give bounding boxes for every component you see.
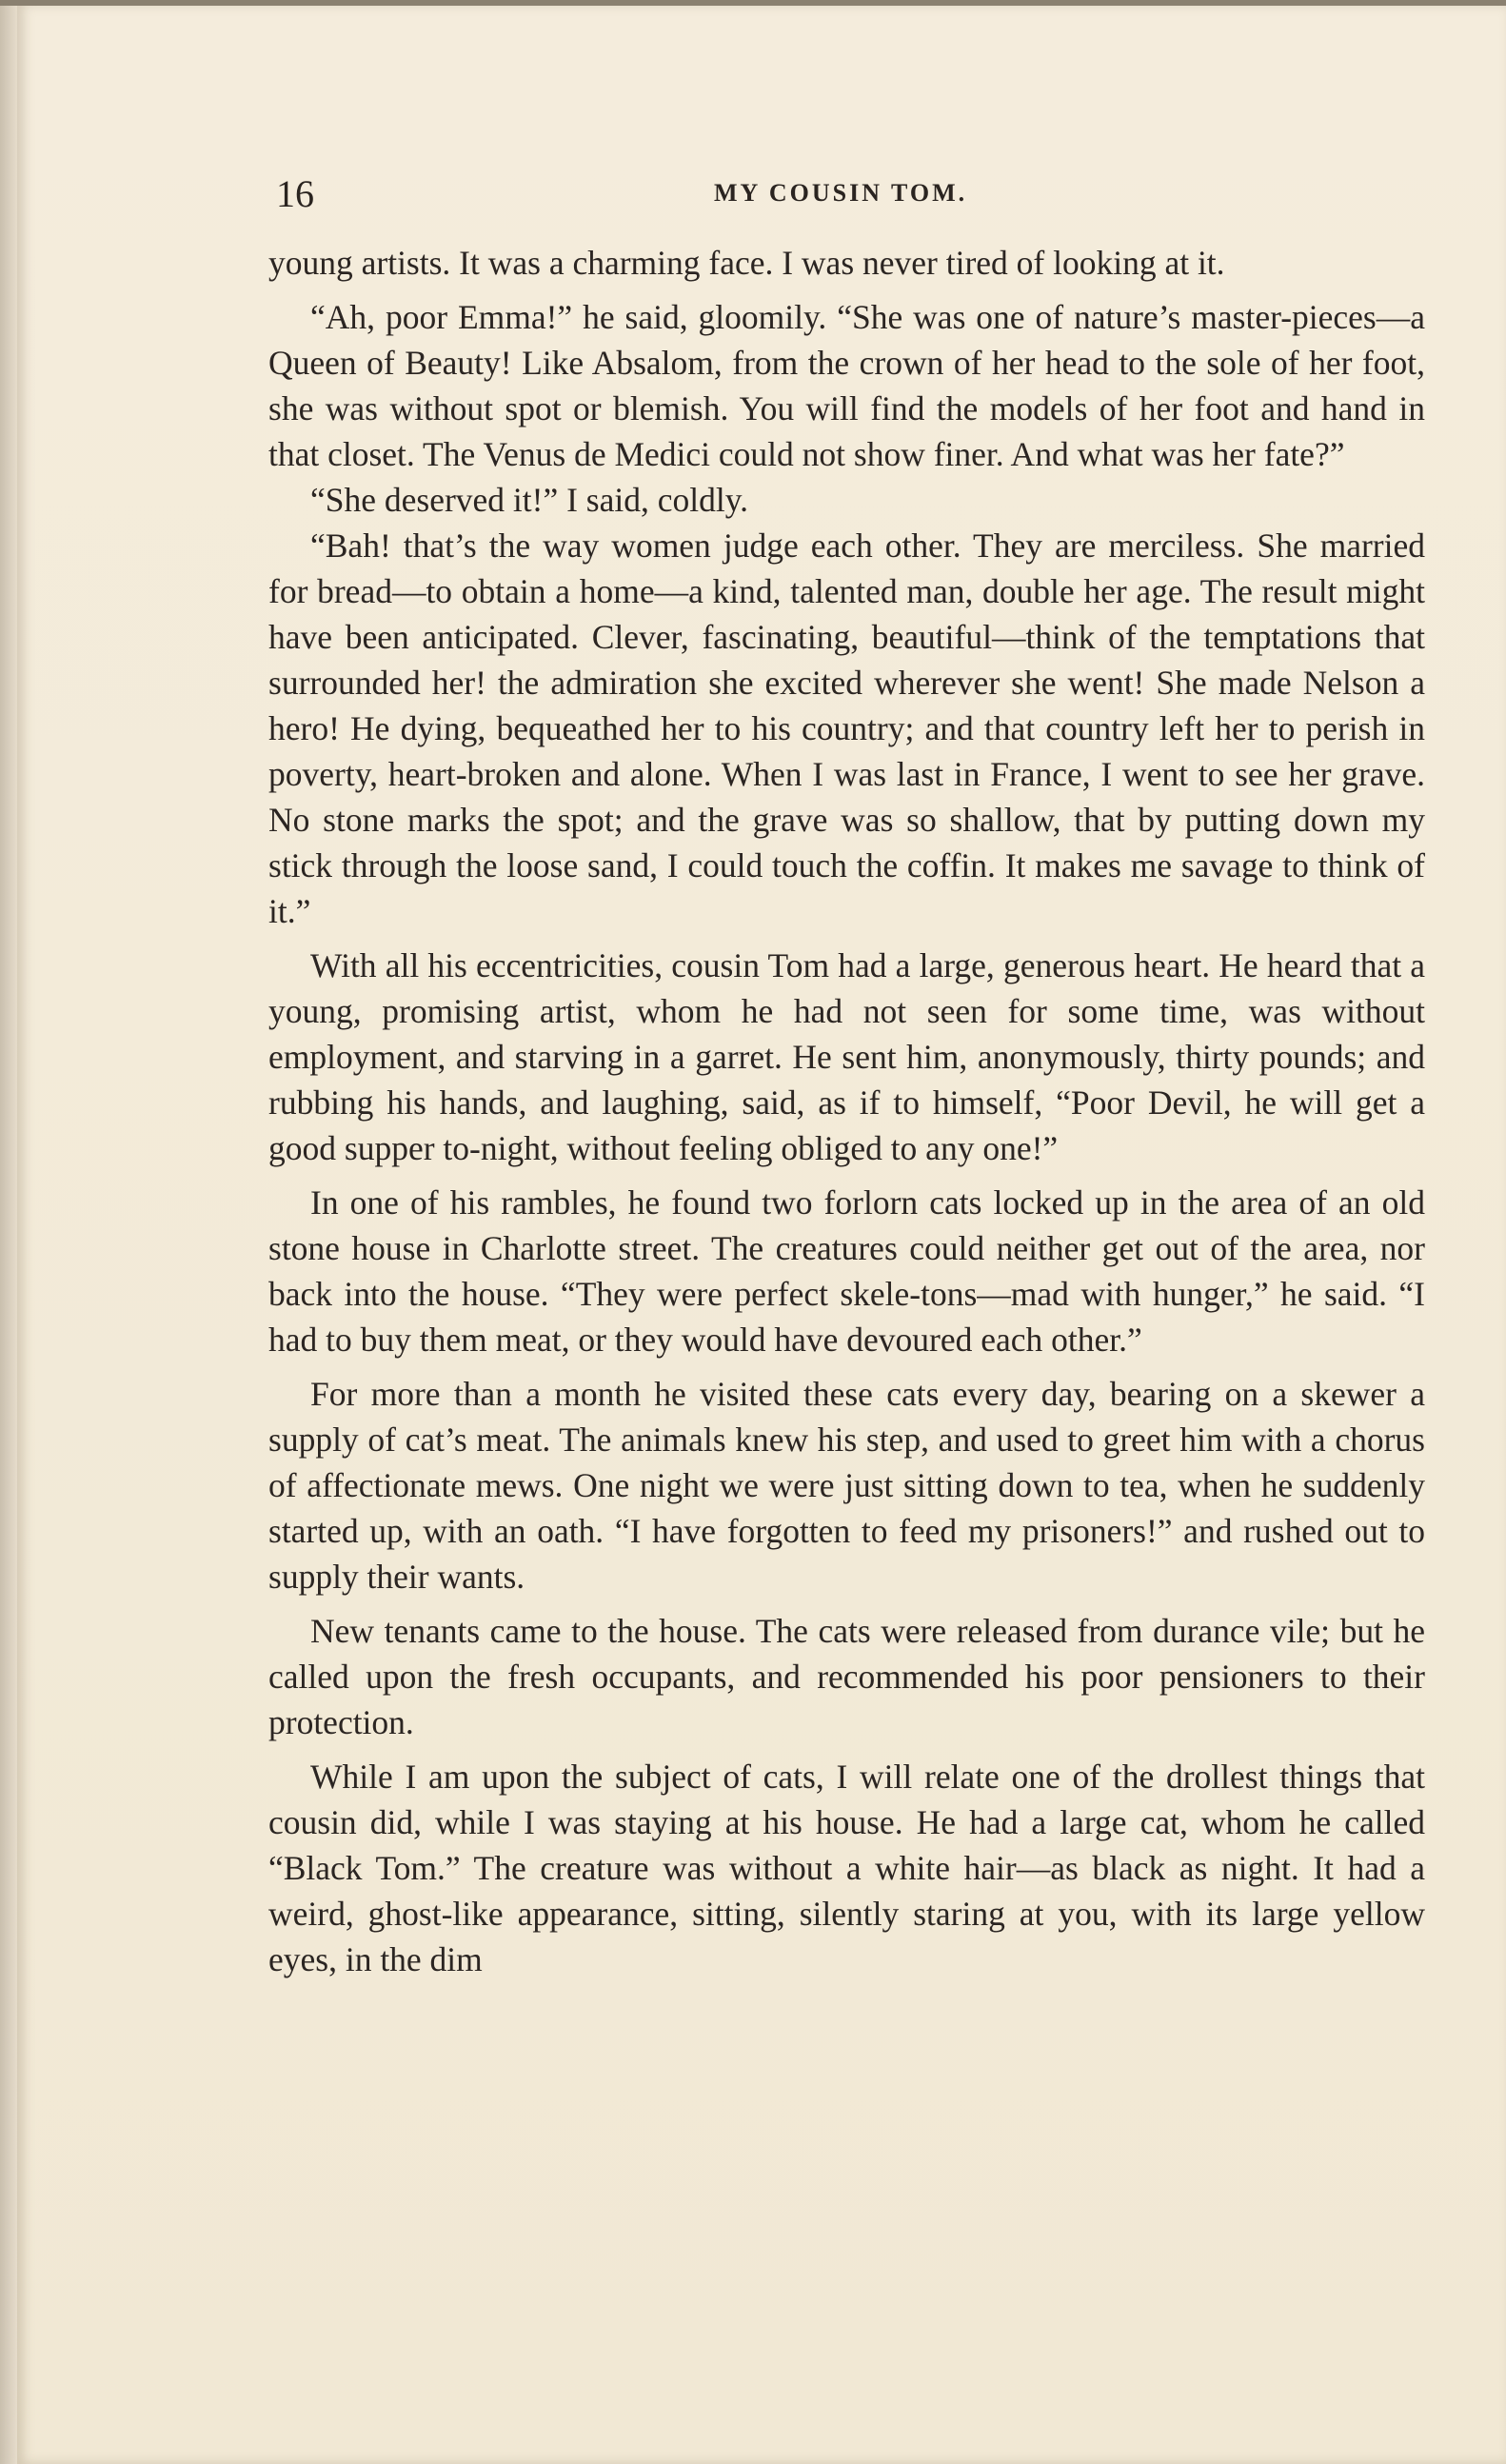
paragraph: While I am upon the subject of cats, I will relate one of the drollest things that cousin did, while I was staying at his house. He had a large cat, whom he called “Black Tom.” The creature was without a white hair—as black as night. It had a weird, ghost-like appearance, sitting, silently staring at you, with its large yellow eyes, in the dim (268, 1758, 1425, 1978)
paragraph: “Ah, poor Emma!” he said, gloomily. “She was one of nature’s master-pieces—a Queen of Beauty! Like Absalom, from the crown of her head to the sole of her foot, she was without spot or blemish. You will find the models of her foot and hand in that closet. The Venus de Medici could not show finer. And what was her fate?” (268, 298, 1425, 473)
paragraph: “She deserved it!” I said, coldly. (310, 481, 749, 519)
page-header (257, 171, 1437, 219)
paragraph: New tenants came to the house. The cats were released from durance vile; but he called upon the fresh occupants, and recommended his poor pensioners to their protection. (268, 1612, 1425, 1741)
paragraph: young artists. It was a charming face. I was never tired of looking at it. (268, 244, 1225, 282)
top-edge-rule (0, 0, 1506, 6)
paragraph: “Bah! that’s the way women judge each other. They are merciless. She married for bread—to obtain a home—a kind, talented man, double her age. The result might have been anticipated. Clever, fascinating, beautiful—think of the temptations that surrounded her! the admiration she excited wherever she went! She made Nelson a hero! He dying, bequeathed her to his country; and that country left her to perish in poverty, heart-broken and alone. When I was last in France, I went to see her grave. No stone marks the spot; and the grave was so shallow, that by putting down my stick through the loose sand, I could touch the coffin. It makes me savage to think of it.” (268, 527, 1425, 930)
paragraph: With all his eccentricities, cousin Tom had a large, generous heart. He heard that a young, promising artist, whom he had not seen for some time, was without employment, and starving in a garret. He sent him, anonymously, thirty pounds; and rubbing his hands, and laughing, said, as if to himself, “Poor Devil, he will get a good supper to-night, without feeling obliged to any one!” (268, 946, 1425, 1167)
page-gutter (0, 0, 17, 2464)
paragraph: In one of his rambles, he found two forlorn cats locked up in the area of an old stone house in Charlotte street. The creatures could neither get out of the area, nor back into the house. “They were perfect skele-tons—mad with hunger,” he said. “I had to buy them meat, or they would have devoured each other.” (268, 1183, 1425, 1359)
paragraph: For more than a month he visited these cats every day, bearing on a skewer a supply of cat’s meat. The animals knew his step, and used to greet him with a chorus of affectionate mews. One night we were just sitting down to tea, when he suddenly started up, with an oath. “I have forgotten to feed my prisoners!” and rushed out to supply their wants. (268, 1375, 1425, 1596)
running-title: MY COUSIN TOM. (714, 179, 968, 207)
body-text (268, 240, 1425, 1991)
page-number: 16 (276, 172, 314, 215)
